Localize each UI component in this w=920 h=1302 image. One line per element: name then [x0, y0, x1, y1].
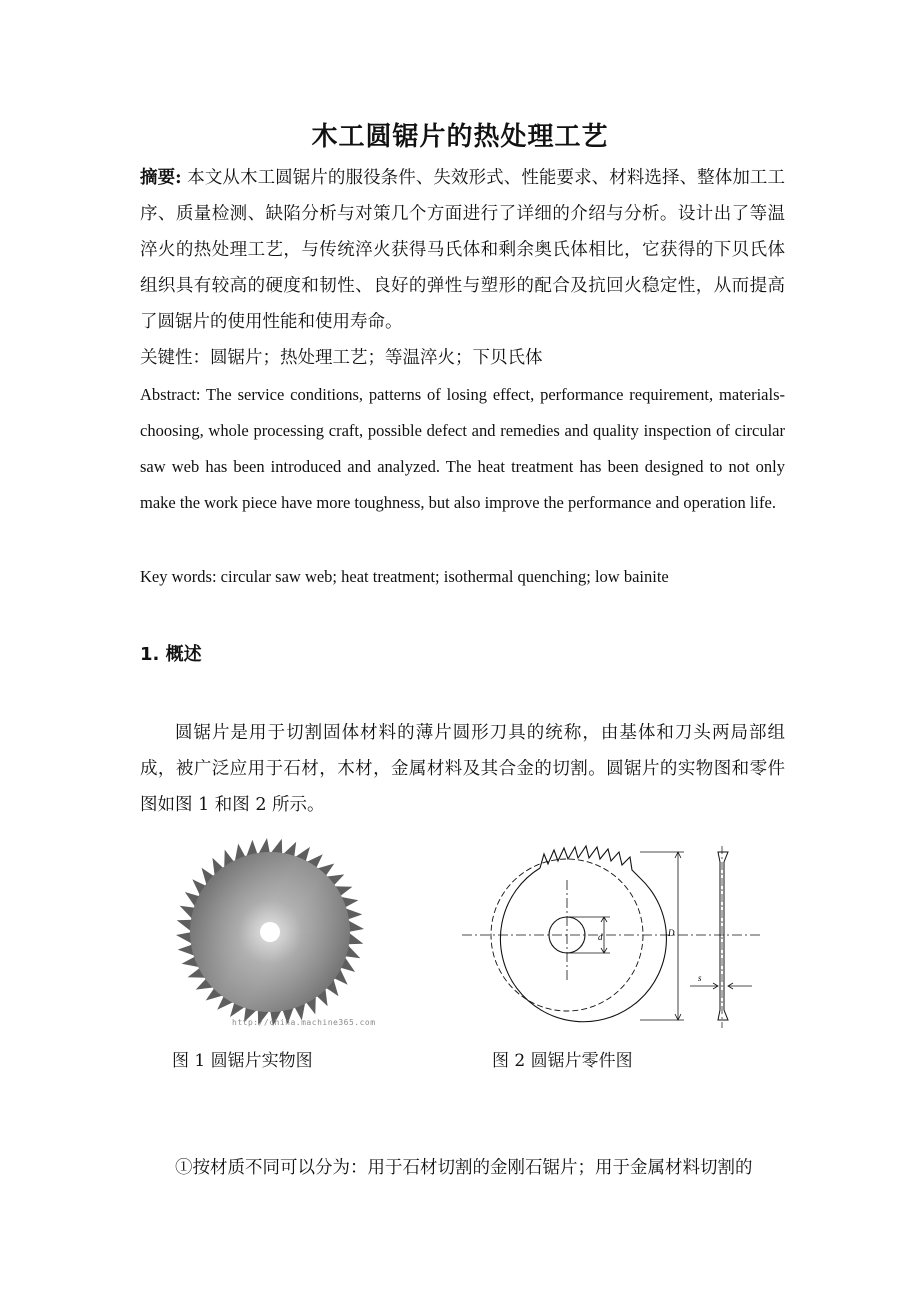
image-watermark: http://china.machine365.com [232, 1018, 376, 1027]
section-heading-1: 1. 概述 [140, 644, 202, 665]
page-title: 木工圆锯片的热处理工艺 [311, 122, 609, 152]
dim-D-label: D [668, 928, 675, 938]
item-1-paragraph: ①按材质不同可以分为：用于石材切割的金刚石锯片；用于金属材料切割的 [175, 1158, 753, 1178]
section1-paragraph: 圆锯片是用于切割固体材料的薄片圆形刀具的统称，由基体和刀头两局部组成，被广泛应用于石材，木材，金属材料及其合金的切割。圆锯片的实物图和零件图如图 1 和图 2 所示。 [140, 723, 785, 815]
abstract-cn-text: 本文从木工圆锯片的服役条件、失效形式、性能要求、材料选择、整体加工工序、质量检测、缺陷分析与对策几个方面进行了详细的介绍与分析。设计出了等温淬火的热处理工艺，与传统淬火获得马氏体和剩余奥氏体相比，它获得的下贝氏体组织具有较高的硬度和韧性、良好的弹性与塑形的配合及抗回火稳定性，从而提高了圆锯片的使用性能和使用寿命。 [140, 168, 785, 332]
abstract-en: Abstract: The service conditions, patterns of losing effect, performance requirement, materials-choosing, whole processing craft, possible defect and remedies and quality inspection of circular saw web has been introduced and analyzed. The heat treatment has been designed to not only make the work piece have more toughness, but also improve the performance and operation life. [140, 385, 785, 512]
keywords-en: Key words: circular saw web; heat treatment; isothermal quenching; low bainite [140, 567, 669, 586]
figure1-caption: 图 1 圆锯片实物图 [172, 1051, 313, 1071]
dim-d-label: d [598, 932, 603, 942]
abstract-cn-label: 摘要: [140, 168, 182, 188]
saw-blade-drawing [462, 840, 760, 1030]
keywords-cn: 关键性：圆锯片；热处理工艺；等温淬火；下贝氏体 [140, 348, 543, 368]
abstract-cn [140, 160, 785, 340]
figure2-caption: 图 2 圆锯片零件图 [492, 1051, 633, 1071]
dim-s-label: s [698, 973, 702, 983]
saw-blade-photo [172, 836, 368, 1032]
